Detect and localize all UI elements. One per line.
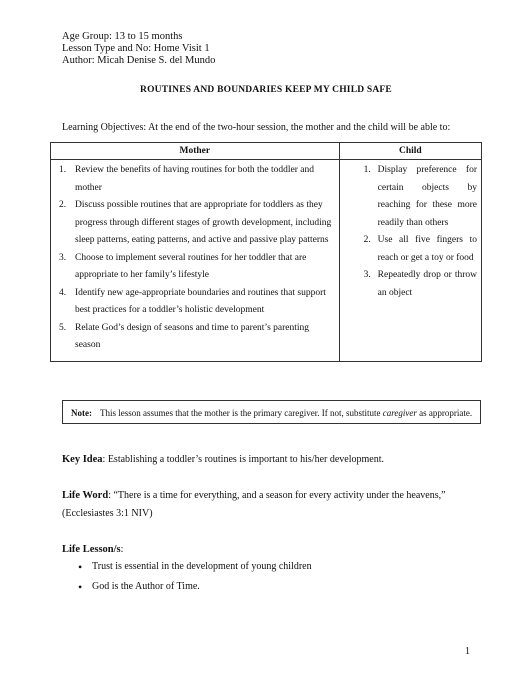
note-text-end: as appropriate. — [419, 408, 473, 418]
key-idea — [62, 451, 384, 469]
table-row — [51, 160, 482, 362]
key-idea-label: Key Idea — [62, 454, 103, 465]
objectives-intro: Learning Objectives: At the end of the two-hour session, the mother and the child will be able to: — [62, 122, 451, 133]
list-item: Review the benefits of having routines for both the toddler and mother — [75, 165, 315, 193]
lesson-meta — [62, 31, 215, 67]
note-box — [62, 400, 481, 424]
life-word-label: Life Word — [62, 490, 109, 501]
author: Author: Micah Denise S. del Mundo — [62, 55, 216, 66]
key-idea-text: : Establishing a toddler’s routines is important to his/her development. — [102, 454, 384, 465]
note-label: Note: — [71, 408, 92, 418]
child-column-header: Child — [339, 143, 481, 160]
list-item: Display preference for certain objects by reaching for these more readily than others — [377, 165, 477, 228]
list-item: Discuss possible routines that are appropriate for toddlers as they progress through different stages of growth development, including sleep patterns, eating patterns, and active and passive play patterns — [75, 200, 332, 245]
page-number: 1 — [465, 646, 470, 657]
child-objectives-cell — [339, 160, 481, 362]
page-title: ROUTINES AND BOUNDARIES KEEP MY CHILD SAFE — [140, 85, 392, 95]
life-word-text: : “There is a time for everything, and a season for every activity under the heavens,” (Ecclesiastes 3:1 NIV) — [62, 490, 446, 519]
life-word — [62, 487, 482, 523]
life-lesson-label: Life Lesson/s — [62, 544, 121, 555]
list-item: Relate God’s design of seasons and time to parent’s parenting season — [75, 322, 310, 350]
age-group: Age Group: 13 to 15 months — [62, 31, 183, 42]
list-item: • Trust is essential in the development of young children — [62, 557, 312, 577]
mother-column-header: Mother — [51, 143, 340, 160]
life-lesson-list — [62, 557, 312, 597]
life-lesson-suffix: : — [120, 544, 124, 555]
note-text: This lesson assumes that the mother is the primary caregiver. If not, substitute — [100, 408, 381, 418]
mother-objectives-list — [55, 162, 335, 355]
mother-objectives-cell — [51, 160, 340, 362]
list-item: Use all five fingers to reach or get a toy or food — [377, 235, 477, 263]
child-objectives-list — [344, 162, 477, 302]
objectives-table — [50, 142, 482, 362]
note-italic-word: caregiver — [382, 408, 417, 418]
list-item: Choose to implement several routines for her toddler that are appropriate to her family’s lifestyle — [75, 252, 307, 280]
lesson-type: Lesson Type and No: Home Visit 1 — [62, 43, 210, 54]
list-item: Identify new age-appropriate boundaries and routines that support best practices for a toddler’s holistic development — [75, 287, 326, 315]
list-item: • God is the Author of Time. — [62, 577, 312, 597]
list-item: Repeatedly drop or throw an object — [377, 270, 477, 298]
